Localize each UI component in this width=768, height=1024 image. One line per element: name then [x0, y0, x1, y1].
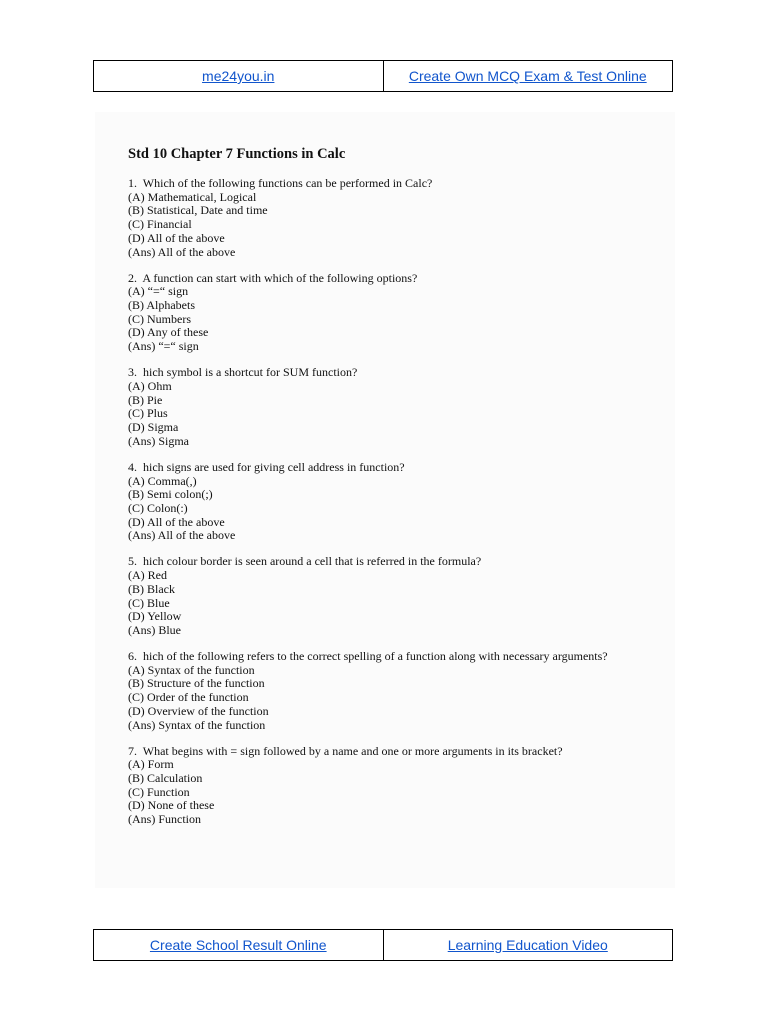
answer-option: (C) Numbers	[128, 311, 191, 326]
answer-option: (C) Plus	[128, 406, 168, 421]
question-block	[128, 650, 648, 732]
document-page	[95, 112, 675, 888]
question-text: 4. hich signs are used for giving cell address in function?	[128, 459, 405, 474]
answer-option: (A) Ohm	[128, 378, 172, 393]
question-block	[128, 177, 648, 259]
answer-key: (Ans) Sigma	[128, 433, 189, 448]
answer-option: (A) Comma(,)	[128, 473, 197, 488]
answer-key: (Ans) Blue	[128, 622, 181, 637]
answer-option: (B) Black	[128, 581, 175, 596]
answer-option: (A) Mathematical, Logical	[128, 189, 257, 204]
answer-option: (D) Yellow	[128, 609, 182, 624]
answer-option: (D) Any of these	[128, 325, 209, 340]
answer-option: (D) All of the above	[128, 230, 225, 245]
question-text: 6. hich of the following refers to the correct spelling of a function along with necessary arguments?	[128, 649, 608, 664]
question-block	[128, 366, 648, 448]
answer-option: (A) “=“ sign	[128, 284, 189, 299]
bottom-link-cell-1	[94, 930, 383, 960]
create-mcq-exam-link[interactable]: Create Own MCQ Exam & Test Online	[408, 68, 647, 84]
bottom-link-cell-2	[383, 930, 673, 960]
bottom-link-bar	[93, 929, 673, 961]
answer-option: (C) Colon(:)	[128, 500, 188, 515]
answer-option: (B) Statistical, Date and time	[128, 203, 268, 218]
school-result-link[interactable]: Create School Result Online	[149, 937, 327, 953]
question-text: 7. What begins with = sign followed by a name and one or more arguments in its bracket?	[128, 743, 563, 758]
answer-option: (B) Semi colon(;)	[128, 487, 213, 502]
answer-key: (Ans) “=“ sign	[128, 339, 199, 354]
answer-option: (C) Function	[128, 784, 190, 799]
answer-option: (D) All of the above	[128, 514, 225, 529]
answer-option: (A) Red	[128, 568, 167, 583]
answer-option: (C) Order of the function	[128, 690, 249, 705]
answer-option: (D) Overview of the function	[128, 703, 269, 718]
top-link-cell-1	[94, 61, 383, 91]
question-list	[128, 177, 648, 839]
top-link-bar	[93, 60, 673, 92]
page-title: Std 10 Chapter 7 Functions in Calc	[128, 146, 346, 162]
question-block	[128, 272, 648, 354]
answer-option: (B) Pie	[128, 392, 163, 407]
top-link-cell-2	[383, 61, 673, 91]
question-text: 2. A function can start with which of the following options?	[128, 270, 418, 285]
answer-option: (C) Financial	[128, 217, 192, 232]
answer-option: (A) Form	[128, 757, 174, 772]
question-block	[128, 745, 648, 827]
education-video-link[interactable]: Learning Education Video	[447, 937, 608, 953]
answer-key: (Ans) All of the above	[128, 528, 236, 543]
question-text: 5. hich colour border is seen around a cell that is referred in the formula?	[128, 554, 482, 569]
site-link[interactable]: me24you.in	[202, 68, 275, 84]
question-text: 1. Which of the following functions can be performed in Calc?	[128, 176, 433, 190]
answer-key: (Ans) Syntax of the function	[128, 717, 266, 732]
answer-key: (Ans) Function	[128, 812, 201, 827]
question-block	[128, 461, 648, 543]
answer-option: (C) Blue	[128, 595, 170, 610]
answer-option: (B) Alphabets	[128, 298, 195, 313]
answer-option: (D) Sigma	[128, 420, 179, 435]
question-text: 3. hich symbol is a shortcut for SUM function?	[128, 365, 358, 380]
answer-option: (B) Calculation	[128, 771, 203, 786]
question-block	[128, 555, 648, 637]
answer-option: (D) None of these	[128, 798, 215, 813]
answer-option: (B) Structure of the function	[128, 676, 265, 691]
answer-option: (A) Syntax of the function	[128, 662, 255, 677]
answer-key: (Ans) All of the above	[128, 244, 236, 259]
